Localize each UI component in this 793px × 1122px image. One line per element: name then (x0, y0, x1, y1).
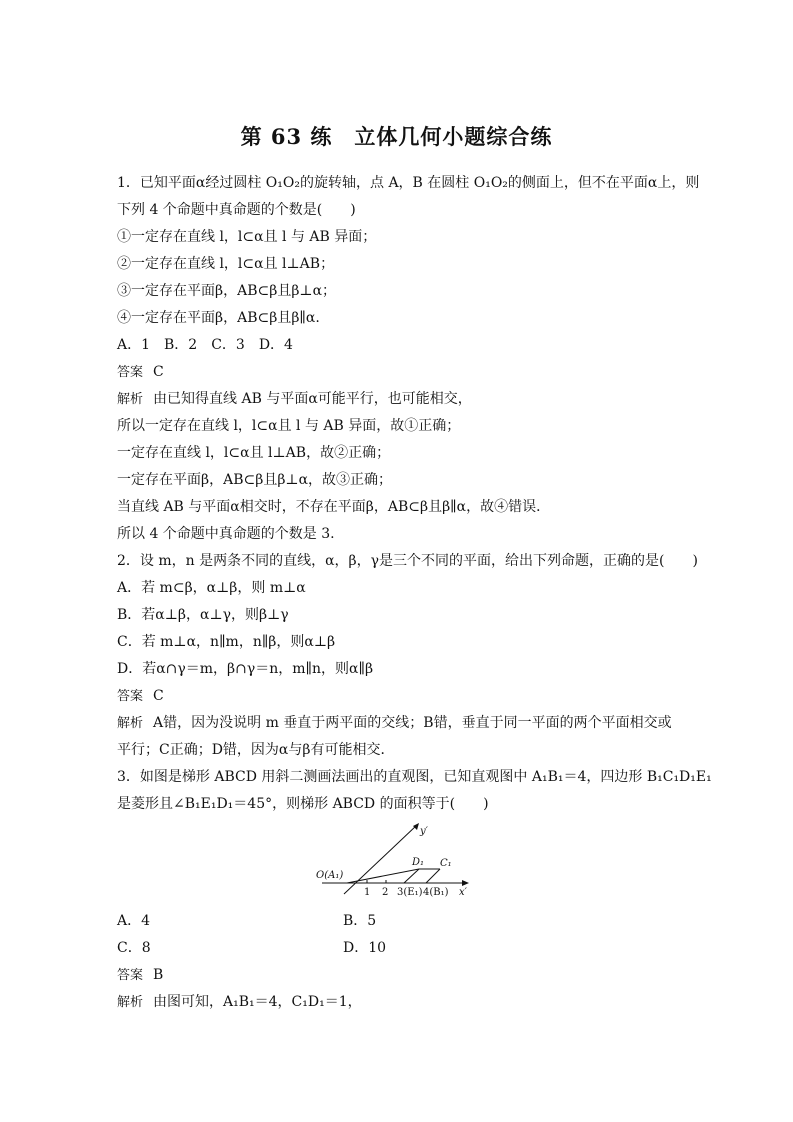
q3-option-b: B．5 (343, 913, 377, 929)
analysis-label: 解析 (117, 716, 144, 731)
q1-answer (117, 359, 687, 386)
edge-c1-b1 (426, 869, 440, 883)
q3-options-row-2 (117, 935, 687, 962)
q1-proposition-1: ①一定存在直线 l，l⊂α且 l 与 AB 异面； (117, 229, 377, 245)
q2-answer (117, 683, 687, 710)
analysis-text: 由已知得直线 AB 与平面α可能平行，也可能相交， (153, 391, 472, 407)
answer-label: 答案 (117, 365, 144, 380)
q1-analysis-5: 当直线 AB 与平面α相交时，不存在平面β，AB⊂β且β∥α，故④错误． (117, 499, 551, 515)
q2-option-c: C．若 m⊥α，n∥m，n∥β，则α⊥β (117, 634, 336, 650)
tick-label: 1 (364, 887, 371, 898)
q3-stem-line-2: 是菱形且∠B₁E₁D₁＝45°，则梯形 ABCD 的面积等于( ) (117, 796, 489, 812)
x-axis-label: x′ (459, 887, 467, 898)
point-d1-label: D₁ (412, 857, 425, 868)
q1-analysis-1 (117, 386, 687, 413)
q1-proposition-3: ③一定存在平面β，AB⊂β且β⊥α； (117, 283, 337, 299)
answer-label: 答案 (117, 689, 144, 704)
q3-option-c: C．8 (117, 940, 151, 956)
q1-stem-line-2: 下列 4 个命题中真命题的个数是( ) (117, 202, 356, 218)
answer-value: B (153, 967, 164, 983)
q2-stem: 2．设 m，n 是两条不同的直线，α，β，γ是三个不同的平面，给出下列命题，正确的是( ) (117, 553, 698, 569)
q2-option-a: A．若 m⊂β，α⊥β，则 m⊥α (117, 580, 306, 596)
y-axis-label: y′ (420, 826, 428, 837)
q1-proposition-4: ④一定存在平面β，AB⊂β且β∥α. (117, 310, 320, 326)
q2-analysis-2: 平行；C正确；D错，因为α与β有可能相交． (117, 742, 395, 758)
y-axis (344, 825, 417, 894)
tick-label: 4(B₁) (423, 887, 449, 898)
q1-analysis-3: 一定存在直线 l，l⊂α且 l⊥AB，故②正确； (117, 445, 391, 461)
q1-analysis-4: 一定存在平面β，AB⊂β且β⊥α，故③正确； (117, 472, 393, 488)
tick-label: 2 (382, 887, 389, 898)
answer-value: C (153, 688, 164, 704)
q1-options: A．1 B．2 C．3 D．4 (117, 337, 293, 353)
document-body (117, 170, 712, 1016)
q3-options-row-1 (117, 908, 687, 935)
page-title: 第 63 练 立体几何小题综合练 (240, 124, 553, 149)
q1-proposition-2: ②一定存在直线 l，l⊂α且 l⊥AB； (117, 256, 335, 272)
origin-label: O(A₁) (316, 870, 344, 881)
q2-option-d: D．若α∩γ＝m，β∩γ＝n，m∥n，则α∥β (117, 661, 374, 677)
answer-label: 答案 (117, 968, 144, 983)
q2-analysis-1 (117, 710, 687, 737)
q1-analysis-6: 所以 4 个命题中真命题的个数是 3. (117, 526, 335, 542)
x-axis-arrow (462, 880, 469, 886)
edge-a1-d1 (347, 869, 419, 883)
answer-value: C (153, 364, 164, 380)
q3-analysis-1 (117, 989, 687, 1016)
q3-stem-line-1: 3．如图是梯形 ABCD 用斜二测画法画出的直观图，已知直观图中 A₁B₁＝4，四边形 B₁C₁D₁E₁ (117, 769, 712, 785)
q3-answer (117, 962, 687, 989)
q1-stem-line-1: 1．已知平面α经过圆柱 O₁O₂的旋转轴，点 A，B 在圆柱 O₁O₂的侧面上，但不在平面α上，则 (117, 175, 700, 191)
y-axis-arrow (413, 823, 419, 830)
q1-analysis-2: 所以一定存在直线 l，l⊂α且 l 与 AB 异面，故①正确； (117, 418, 461, 434)
oblique-projection-diagram (316, 822, 472, 902)
analysis-text: 由图可知，A₁B₁＝4，C₁D₁＝1， (153, 994, 362, 1010)
analysis-text: A错，因为没说明 m 垂直于两平面的交线；B错，垂直于同一平面的两个平面相交或 (153, 715, 672, 731)
point-c1-label: C₁ (440, 858, 452, 869)
q3-option-d: D．10 (343, 940, 387, 956)
analysis-label: 解析 (117, 995, 144, 1010)
q2-option-b: B．若α⊥β，α⊥γ，则β⊥γ (117, 607, 289, 623)
analysis-label: 解析 (117, 392, 144, 407)
q3-option-a: A．4 (117, 913, 151, 929)
q3-figure (117, 822, 687, 906)
tick-label: 3(E₁) (397, 887, 423, 898)
